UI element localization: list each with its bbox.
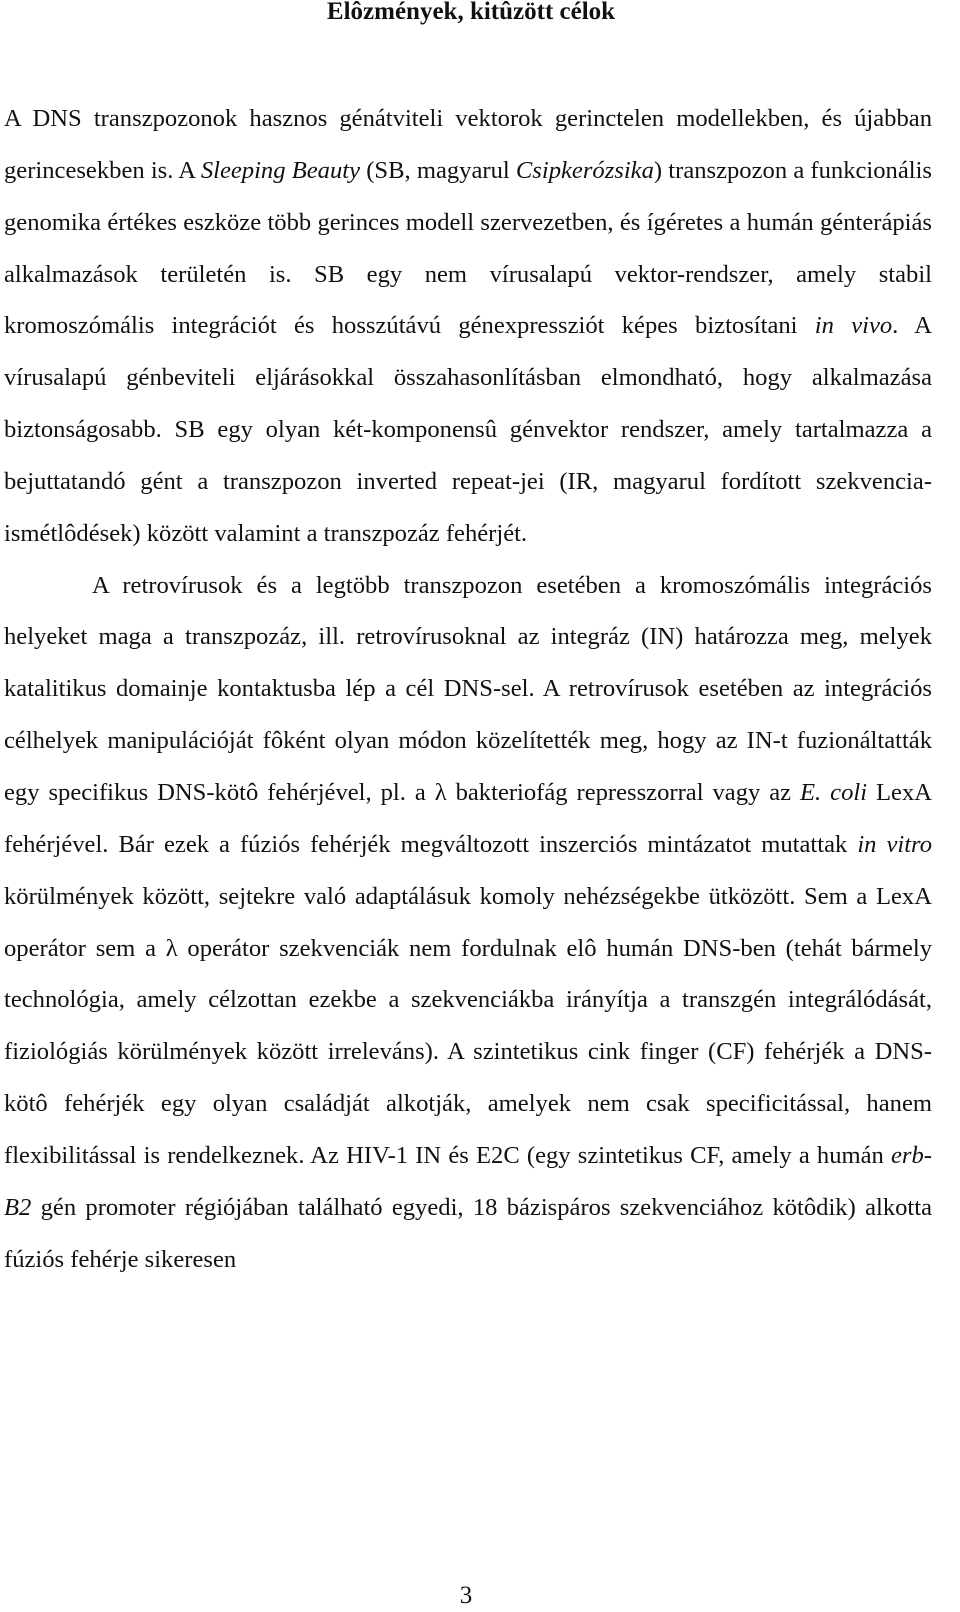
paragraph (4, 560, 932, 1286)
paragraph (4, 93, 932, 560)
text-run: A DNS transzpozonok hasznos génátviteli vektorok gerinctelen modellekben, és újabban gerincesekben is. A (4, 105, 932, 184)
italic-term: E. coli (800, 778, 868, 806)
text-run: (SB, magyarul (360, 156, 516, 184)
italic-term: in vitro (857, 830, 932, 858)
page-number: 3 (459, 1582, 473, 1609)
italic-term: Sleeping Beauty (200, 156, 361, 184)
text-run: körülmények között, sejtekre való adaptálásuk komoly nehézségekbe ütközött. Sem a LexA operátor sem a λ operátor szekvenciák nem fordulnak elô humán DNS-ben (tehát bármely technológia, amely célzottan ezekbe a szekvenciákba irányítja a transzgén integrálódását, fiziológiás körülmények között irreleváns). A szintetikus cink finger (CF) fehérjék a DNS-kötô fehérjék egy olyan családját alkotják, amelyek nem csak specificitással, hanem flexibilitással is rendelkeznek. Az HIV-1 IN és E2C (egy szintetikus CF, amely a humán (4, 882, 932, 1169)
text-run: ) transzpozon a funkcionális genomika értékes eszköze több gerinces modell szervezetben, és ígéretes a humán génterápiás alkalmazások területén is. SB egy nem vírusalapú vektor-rendszer, amely stabil kromoszómális integrációt és hosszútávú génexpressziót képes biztosítani (4, 156, 932, 340)
italic-term: in vivo (814, 312, 893, 340)
text-run: A retrovírusok és a legtöbb transzpozon esetében a kromoszómális integrációs helyeket maga a transzpozáz, ill. retrovírusoknal az integráz (IN) határozza meg, melyek katalitikus domainje kontaktusba lép a cél DNS-sel. A retrovírusok esetében az integrációs célhelyek manipulációját fôként olyan módon közelítették meg, hogy az IN-t fuzionáltatták egy specifikus DNS-kötô fehérjével, pl. a λ bakteriofág represszorral vagy az (4, 571, 932, 806)
text-run: . A vírusalapú génbeviteli eljárásokkal összahasonlításban elmondható, hogy alkalmazása biztonságosabb. SB egy olyan két-komponensû génvektor rendszer, amely tartalmazza a bejuttatandó gént a transzpozon inverted repeat-jei (IR, magyarul fordított szekvencia-ismétlôdések) között valamint a transzpozáz fehérjét. (4, 312, 932, 547)
page-title: Elôzmények, kitûzött célok (326, 0, 616, 25)
body-text (4, 93, 932, 1285)
text-run: gén promoter régiójában található egyedi, 18 bázispáros szekvenciához kötôdik) alkotta fúziós fehérje sikeresen (4, 1193, 932, 1273)
italic-term: Csipkerózsika (515, 156, 654, 184)
text-run: LexA fehérjével. Bár ezek a fúziós fehérjék megváltozott inszerciós mintázatot mutattak (4, 778, 932, 858)
italic-term: erb-B2 (4, 1141, 932, 1221)
